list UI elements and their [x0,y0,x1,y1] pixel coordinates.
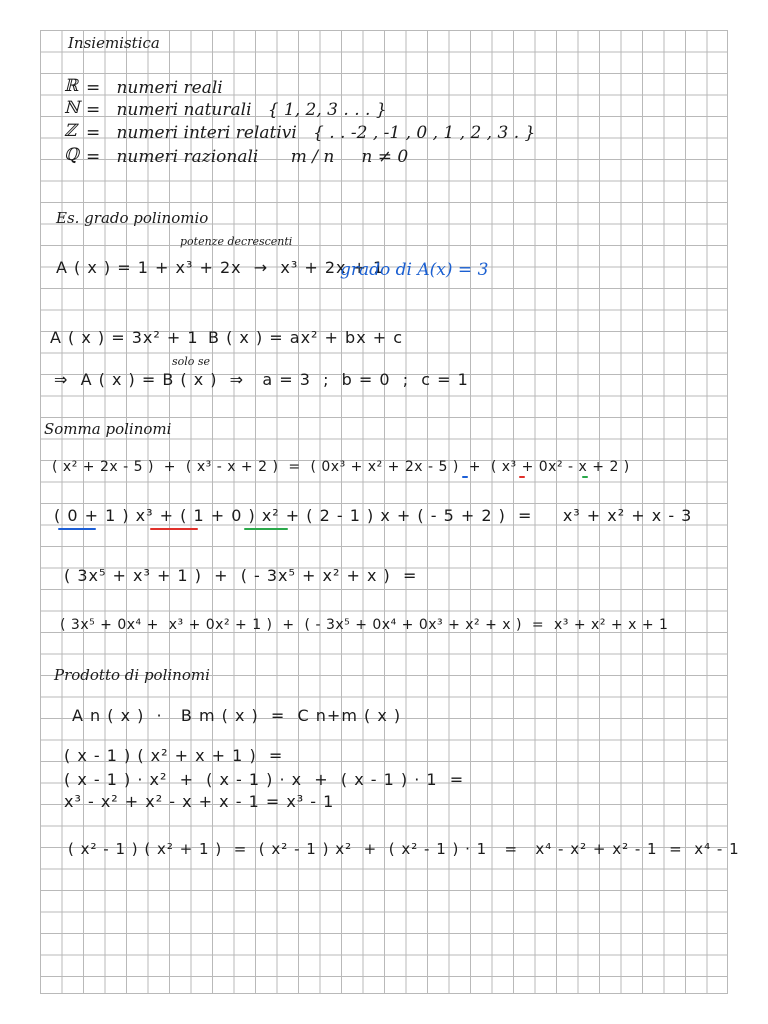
polynomial-a: A ( x ) = 3x² + 1 [50,328,199,347]
section-product-title: Prodotto di polinomi [54,666,210,684]
sum-mark-blue [462,476,468,478]
section-degree-title: Es. grado polinomio [56,209,209,227]
page-title: Insiemistica [68,34,160,52]
sum-equation-3: ( 3x⁵ + x³ + 1 ) + ( - 3x⁵ + x² + x ) = [64,566,418,585]
degree-note: potenze decrescenti [180,235,293,248]
sum-equation-2: ( 0 + 1 ) x³ + ( 1 + 0 ) x² + ( 2 - 1 ) x + ( - 5 + 2 ) = x³ + x² + x - 3 [54,506,693,525]
underline-green [244,528,288,530]
product-equation-1: ( x - 1 ) ( x² + x + 1 ) = [64,746,284,765]
sum-equation-1: ( x² + 2x - 5 ) + ( x³ - x + 2 ) = ( 0x³ + x² + 2x - 5 ) + ( x³ + 0x² - x + 2 ) [52,459,630,475]
identity-note: solo se [172,355,211,368]
set-natural-desc: = numeri naturali { 1, 2, 3 . . . } [86,100,387,120]
set-integer-desc: = numeri interi relativi { . . -2 , -1 , 0 , 1 , 2 , 3 . } [86,123,536,143]
set-rational-symbol: ℚ [64,145,79,165]
degree-result: grado di A(x) = 3 [340,260,489,280]
set-rational-desc: = numeri razionali m / n n ≠ 0 [86,147,409,167]
underline-blue [58,528,96,530]
sum-mark-green [582,476,588,478]
set-real-desc: = numeri reali [86,78,223,98]
product-equation-4: ( x² - 1 ) ( x² + 1 ) = ( x² - 1 ) x² + ( x² - 1 ) · 1 = x⁴ - x² + x² - 1 = x⁴ - 1 [68,840,740,858]
sum-mark-red [519,476,525,478]
set-natural-symbol: ℕ [64,98,80,118]
underline-red [150,528,198,530]
identity-equation: ⇒ A ( x ) = B ( x ) ⇒ a = 3 ; b = 0 ; c = 1 [54,370,469,389]
set-real-symbol: ℝ [64,76,79,96]
polynomial-b: B ( x ) = ax² + bx + c [208,328,404,347]
degree-equation: A ( x ) = 1 + x³ + 2x → x³ + 2x + 1 [56,258,385,277]
sum-equation-4: ( 3x⁵ + 0x⁴ + x³ + 0x² + 1 ) + ( - 3x⁵ + 0x⁴ + 0x³ + x² + x ) = x³ + x² + x + 1 [60,617,669,633]
product-equation-2: ( x - 1 ) · x² + ( x - 1 ) · x + ( x - 1 ) · 1 = [64,770,465,789]
graph-paper-sheet [40,30,740,994]
set-integer-symbol: ℤ [64,121,77,141]
section-sum-title: Somma polinomi [44,420,172,438]
product-equation-3: x³ - x² + x² - x + x - 1 = x³ - 1 [64,792,335,811]
product-degree-rule: A n ( x ) · B m ( x ) = C n+m ( x ) [72,706,402,725]
